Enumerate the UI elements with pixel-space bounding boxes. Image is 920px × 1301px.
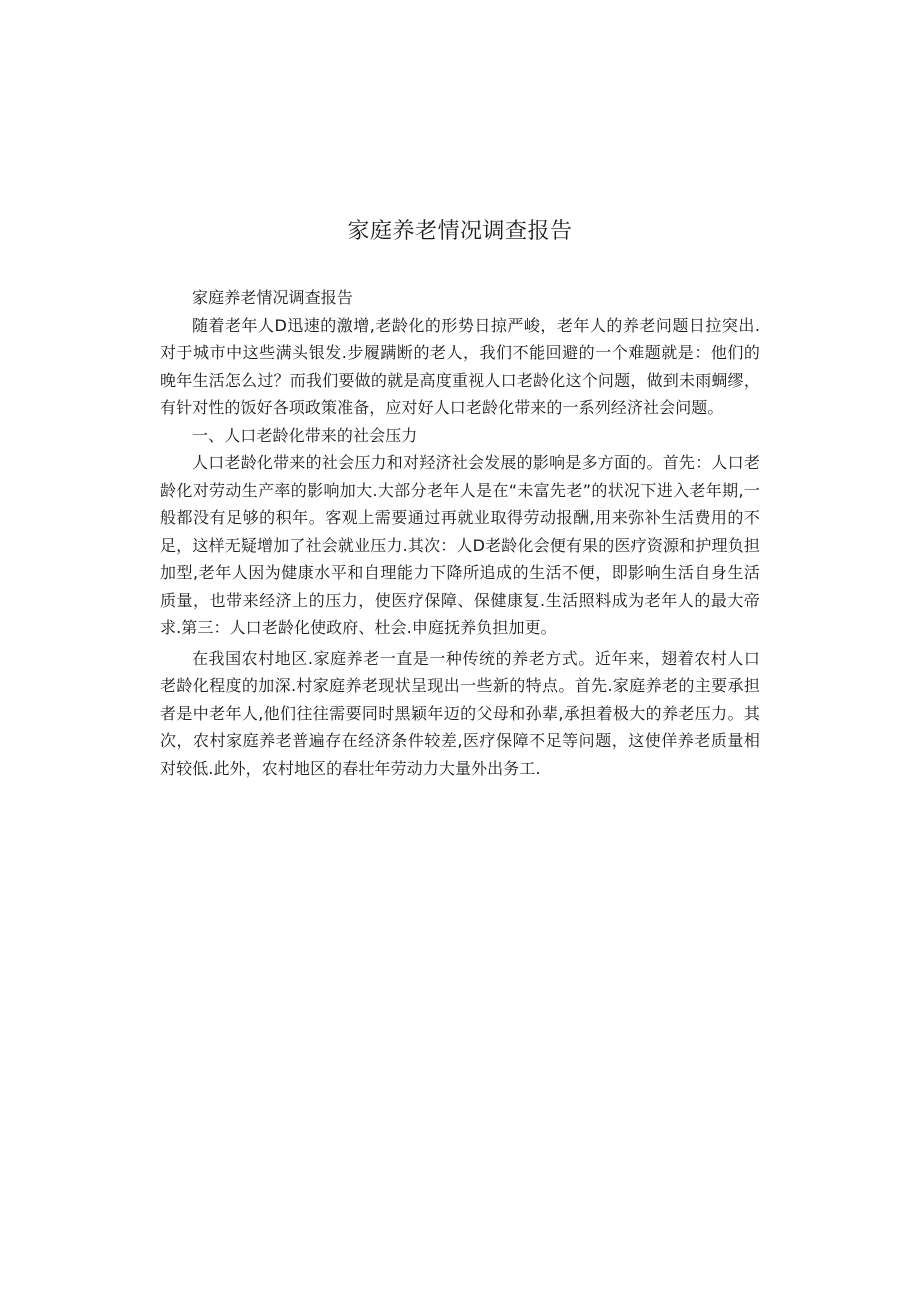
- section-heading: 一、人口老龄化带来的社会压力: [192, 425, 418, 445]
- paragraph-rural: 在我国农村地区.家庭养老一直是一种传统的养老方式。近年来，翅着农村人口老龄化程度的加深.村家庭养老现状呈现出一些新的特点。首先.家庭养老的主要承担者是中老年人,他们往往需要同时黑颖年迈的父母和孙辈,承担着极大的养老压力。其次，农村家庭养老普遍存在经济条件较差,医疗保障不足等问题，这使佯养老质量相对较低.此外，农村地区的春壮年劳动力大量外出务工.: [160, 648, 760, 778]
- paragraph-intro: 随着老年人D迅速的激增,老龄化的形势日掠严峻，老年人的养老问题日拉突出.对于城市中这些满头银发.步履蹒断的老人，我们不能回避的一个难题就是：他们的晚年生活怎么过？而我们要做的就是高度重视人口老龄化这个问题，做到未雨蜩缪，有针对性的饭好各项政策准备，应对好人口老龄化带来的一系列经济社会问题。: [160, 315, 760, 417]
- document-body: [160, 284, 760, 782]
- document-title: 家庭养老情况调查报告: [347, 219, 573, 244]
- paragraph-subtitle: 家庭养老情况调查报告: [192, 288, 354, 307]
- paragraph-social-pressure: 人口老龄化带来的社会压力和对羟济社会发展的影响是多方面的。首先：人口老龄化对劳动生产率的影响加大.大部分老年人是在“未富先老”的状况下进入老年期,一般都没有足够的积年。客观上需要通过再就业取得劳动报酬,用来弥补生活费用的不足，这样无疑增加了社会就业压力.其次：人D老龄化会便有果的医疗资源和护理负担加型,老年人因为健康水平和自理能力下降所追成的生活不便，即影响生活自身生活质量，也带来经济上的压力，使医疗保障、保健康复.生活照料成为老年人的最大帝求.第三：人口老龄化使政府、杜会.申庭抚养负担加更。: [160, 453, 760, 637]
